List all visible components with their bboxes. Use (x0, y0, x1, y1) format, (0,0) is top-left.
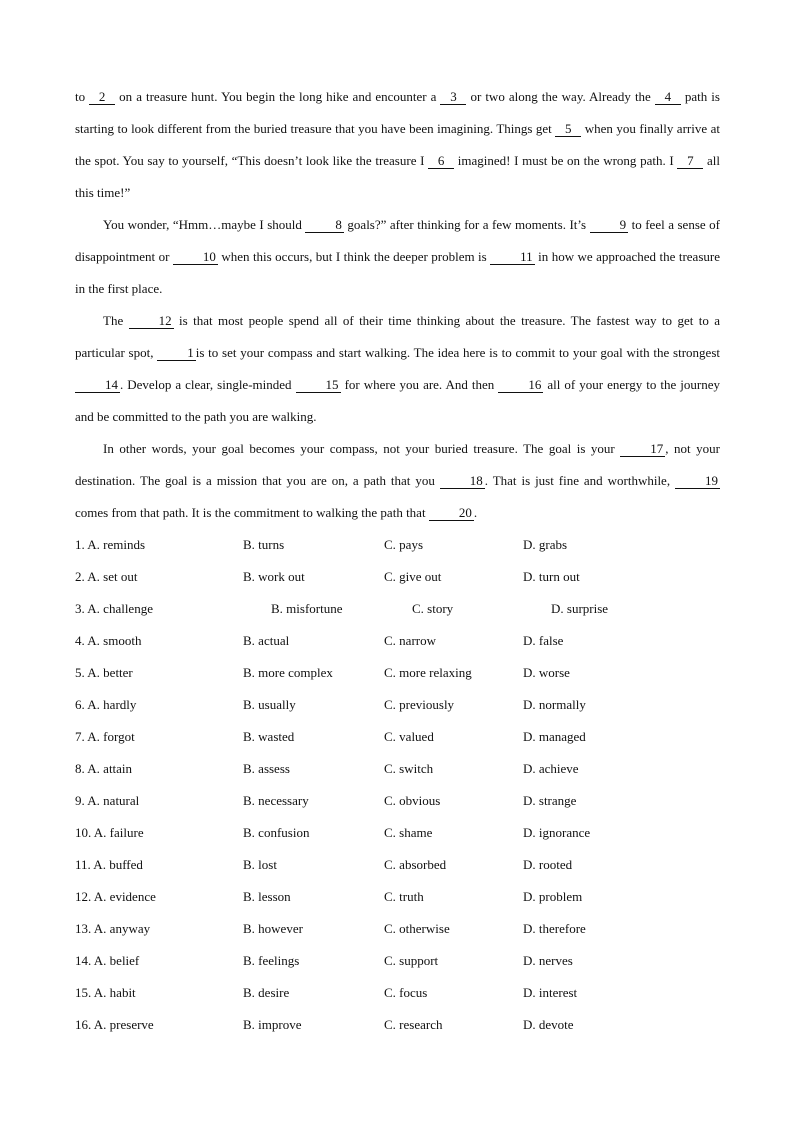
passage-text: or two along the way. Already the (466, 89, 655, 104)
option-b: B. more complex (243, 665, 333, 680)
option-b: B. misfortune (271, 601, 343, 616)
question-row (75, 817, 720, 849)
option-a: 8. A. attain (75, 761, 133, 776)
option-b: B. work out (243, 569, 305, 584)
option-a: 16. A. preserve (75, 1017, 154, 1032)
option-d: D. ignorance (523, 825, 591, 840)
blank-number: 17 (620, 441, 665, 457)
option-c: C. narrow (384, 633, 436, 648)
option-c: C. shame (384, 825, 433, 840)
passage-paragraph (75, 305, 720, 433)
question-row (75, 945, 720, 977)
blank-number: 10 (173, 249, 218, 265)
question-row (75, 753, 720, 785)
option-d: D. achieve (523, 761, 579, 776)
passage-text: when you finally arrive at the spot. You say to yourself, “This doesn’t look like the treasure I (75, 121, 720, 168)
option-d: D. devote (523, 1017, 574, 1032)
passage-paragraph (75, 81, 720, 209)
question-row (75, 881, 720, 913)
passage-text: . (473, 505, 478, 520)
option-b: B. assess (243, 761, 290, 776)
blank-number: 12 (129, 313, 174, 329)
option-d: D. normally (523, 697, 586, 712)
option-d: D. rooted (523, 857, 573, 872)
option-a: 14. A. belief (75, 953, 140, 968)
question-row (75, 849, 720, 881)
passage-text: , not your destination. The goal is a mission that you are on, a path that you (75, 441, 720, 488)
blank-number: 16 (498, 377, 543, 393)
question-row (75, 913, 720, 945)
question-row (75, 561, 720, 593)
option-a: 1. A. reminds (75, 537, 146, 552)
question-row (75, 529, 720, 561)
blank-number: 19 (675, 473, 720, 489)
question-row (75, 657, 720, 689)
exam-page (75, 81, 720, 1041)
option-b: B. turns (243, 537, 285, 552)
option-a: 3. A. challenge (75, 601, 153, 616)
passage-text: . Develop a clear, single-minded (120, 377, 296, 392)
question-row (75, 689, 720, 721)
option-c: C. previously (384, 697, 455, 712)
question-row (75, 1009, 720, 1041)
blank-number: 3 (440, 89, 466, 105)
option-b: B. improve (243, 1017, 302, 1032)
passage-text: when this occurs, but I think the deeper problem is (217, 249, 491, 264)
passage-text: imagined! I must be on the wrong path. I (454, 153, 678, 168)
option-a: 13. A. anyway (75, 921, 151, 936)
option-c: C. absorbed (384, 857, 447, 872)
option-b: B. desire (243, 985, 290, 1000)
passage-text: path is starting to look different from the buried treasure that you have been imagining. Things get (75, 89, 720, 136)
option-b: B. confusion (243, 825, 310, 840)
blank-number: 2 (89, 89, 115, 105)
option-d: D. therefore (523, 921, 586, 936)
option-c: C. give out (384, 569, 442, 584)
option-d: D. false (523, 633, 564, 648)
option-c: C. support (384, 953, 439, 968)
option-d: D. problem (523, 889, 583, 904)
passage-paragraph (75, 209, 720, 305)
blank-number: 11 (490, 249, 535, 265)
blank-number: 20 (429, 505, 474, 521)
question-row (75, 785, 720, 817)
passage-text: goals?” after thinking for a few moments. It’s (343, 217, 590, 232)
option-a: 4. A. smooth (75, 633, 142, 648)
option-a: 12. A. evidence (75, 889, 156, 904)
option-c: C. more relaxing (384, 665, 472, 680)
passage-text: to feel a sense of disappointment or (75, 217, 721, 264)
option-d: D. surprise (551, 601, 609, 616)
blank-number: 6 (428, 153, 454, 169)
passage-text: comes from that path. It is the commitment to walking the path that (75, 505, 429, 520)
passage-text: all this time!” (75, 153, 720, 200)
option-d: D. turn out (523, 569, 580, 584)
option-c: C. story (412, 601, 454, 616)
option-b: B. usually (243, 697, 296, 712)
passage-text: is that most people spend all of their time thinking about the treasure. The fastest way to get to a particular spot, (75, 313, 721, 360)
passage-text: In other words, your goal becomes your compass, not your buried treasure. The goal is your (103, 441, 621, 456)
question-row (75, 593, 720, 625)
option-c: C. focus (384, 985, 428, 1000)
blank-number: 4 (655, 89, 681, 105)
blank-number: 1 (157, 345, 196, 361)
passage-text: in how we approached the treasure in the first place. (75, 249, 720, 296)
passage-paragraph (75, 433, 720, 529)
blank-number: 5 (555, 121, 581, 137)
option-c: C. switch (384, 761, 434, 776)
blank-number: 14 (75, 377, 120, 393)
option-b: B. lesson (243, 889, 291, 904)
passage-text: . That is just fine and worthwhile, (484, 473, 675, 488)
passage-text: The (103, 313, 129, 328)
option-d: D. managed (523, 729, 586, 744)
option-a: 5. A. better (75, 665, 133, 680)
option-c: C. obvious (384, 793, 441, 808)
passage-text: for where you are. And then (340, 377, 499, 392)
passage-text: all of your energy to the journey and be committed to the path you are walking. (75, 377, 720, 424)
option-a: 11. A. buffed (75, 857, 143, 872)
option-b: B. feelings (243, 953, 300, 968)
blank-number: 7 (677, 153, 703, 169)
option-b: B. necessary (243, 793, 309, 808)
option-c: C. otherwise (384, 921, 450, 936)
option-c: C. truth (384, 889, 424, 904)
blank-number: 15 (296, 377, 341, 393)
option-d: D. interest (523, 985, 578, 1000)
option-d: D. nerves (523, 953, 573, 968)
passage-text: You wonder, “Hmm…maybe I should (103, 217, 306, 232)
option-d: D. strange (523, 793, 577, 808)
passage-text: to (75, 89, 90, 104)
option-a: 10. A. failure (75, 825, 144, 840)
passage-text: is to set your compass and start walking. The idea here is to commit to your goal with the strongest (195, 345, 720, 360)
option-a: 15. A. habit (75, 985, 136, 1000)
blank-number: 8 (305, 217, 344, 233)
blank-number: 9 (590, 217, 629, 233)
question-row (75, 625, 720, 657)
question-row (75, 977, 720, 1009)
option-a: 7. A. forgot (75, 729, 135, 744)
option-d: D. worse (523, 665, 570, 680)
option-a: 2. A. set out (75, 569, 138, 584)
option-b: B. wasted (243, 729, 295, 744)
option-a: 6. A. hardly (75, 697, 137, 712)
answer-options (75, 529, 720, 1041)
question-row (75, 721, 720, 753)
option-b: B. lost (243, 857, 277, 872)
cloze-passage (75, 81, 720, 529)
passage-text: on a treasure hunt. You begin the long hike and encounter a (115, 89, 441, 104)
option-c: C. research (384, 1017, 443, 1032)
option-c: C. valued (384, 729, 434, 744)
blank-number: 18 (440, 473, 485, 489)
option-b: B. actual (243, 633, 290, 648)
option-b: B. however (243, 921, 303, 936)
option-d: D. grabs (523, 537, 568, 552)
option-a: 9. A. natural (75, 793, 140, 808)
option-c: C. pays (384, 537, 423, 552)
